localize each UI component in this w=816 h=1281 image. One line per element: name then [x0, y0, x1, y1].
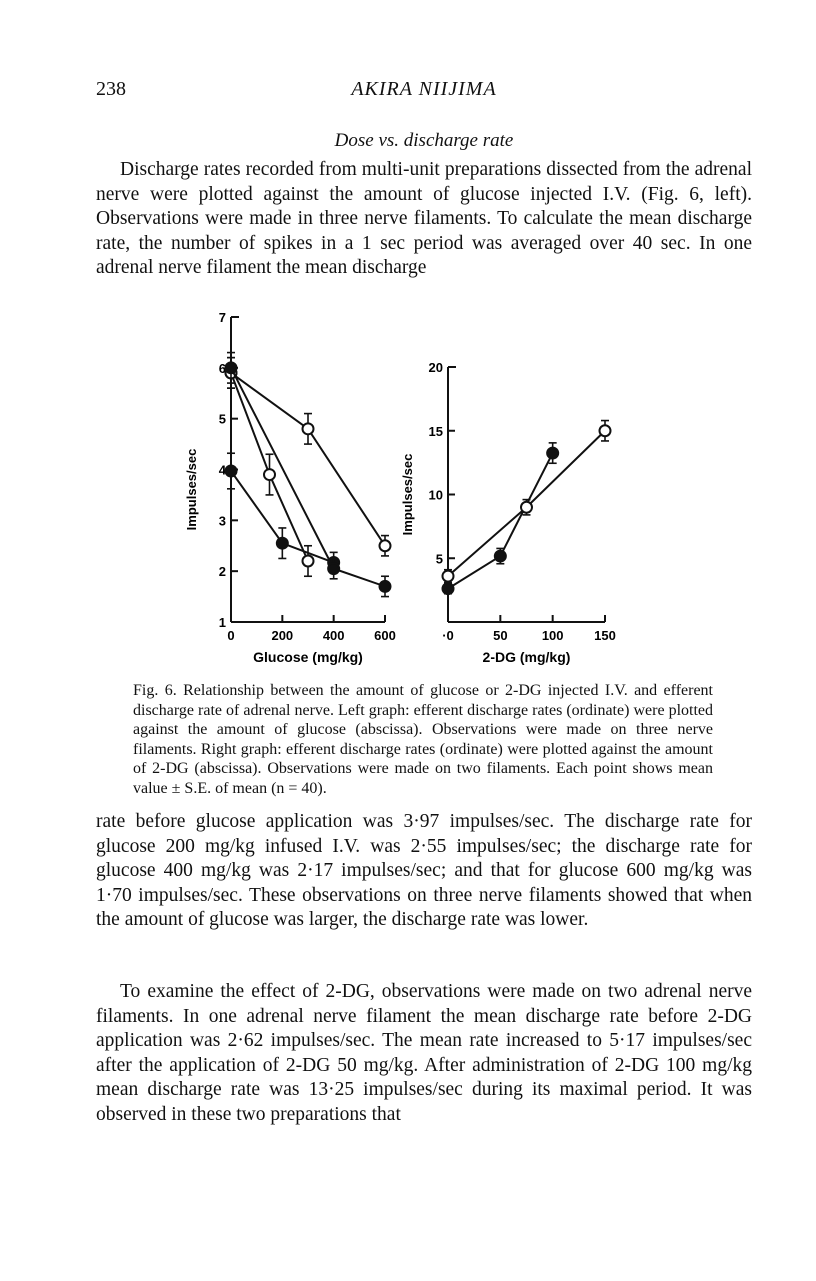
x-axis-label: 2-DG (mg/kg)	[482, 649, 571, 665]
data-point	[443, 583, 454, 594]
y-tick-label: 20	[428, 360, 443, 375]
y-axis-label: Impulses/sec	[184, 448, 199, 531]
data-point	[521, 502, 532, 513]
x-tick-label: ·0	[442, 628, 454, 643]
data-point	[226, 466, 237, 477]
data-point	[264, 469, 275, 480]
data-point	[443, 571, 454, 582]
chart-panel-1	[184, 310, 396, 665]
y-tick-label: 1	[218, 615, 226, 630]
figure-caption: Fig. 6. Relationship between the amount of glucose or 2-DG injected I.V. and efferent discharge rate of adrenal nerve. Left graph: efferent discharge rates (ordinate) were plotted against the amount of glucose (abscissa). Observations were made on three nerve filaments. Right graph: efferent discharge rates (ordinate) were plotted against the amount of 2-DG (abscissa). Observations were made on two filaments. Each point shows mean value ± S.E. of mean (n = 40).	[133, 682, 713, 797]
paragraph-1: Discharge rates recorded from multi-unit preparations dissected from the adrenal nerve were plotted against the amount of glucose injected I.V. (Fig. 6, left). Observations were made in three nerve filaments. To calculate the mean discharge rate, the number of spikes in a 1 sec period was averaged over 40 sec. In one adrenal nerve filament the mean discharge	[96, 159, 752, 279]
y-tick-label: 4	[218, 462, 226, 478]
figure-6	[180, 300, 640, 670]
paragraph-2: rate before glucose application was 3·97 impulses/sec. The discharge rate for glucose 200 mg/kg infused I.V. was 2·55 impulses/sec; the discharge rate for glucose 400 mg/kg was 2·17 impulses/sec; and that for glucose 600 mg/kg was 1·70 impulses/sec. These observations on three nerve filaments showed that when the amount of glucose was larger, the discharge rate was lower.	[96, 811, 752, 931]
series-line	[448, 453, 553, 589]
data-point	[547, 448, 558, 459]
data-point	[277, 538, 288, 549]
chart-panel-2	[400, 360, 616, 665]
x-axis-label: Glucose (mg/kg)	[253, 649, 363, 665]
data-point	[380, 581, 391, 592]
x-tick-label: 150	[594, 628, 616, 643]
y-axis-label: Impulses/sec	[400, 453, 415, 536]
page-header	[96, 78, 752, 104]
y-tick-label: 6	[218, 360, 226, 376]
data-point	[328, 563, 339, 574]
x-tick-label: 0	[227, 628, 235, 643]
data-point	[600, 425, 611, 436]
paragraph-3: To examine the effect of 2-DG, observations were made on two adrenal nerve filaments. In one adrenal nerve filament the mean discharge rate before 2-DG application was 2·62 impulses/sec. The mean rate increased to 5·17 impulses/sec after the application of 2-DG 50 mg/kg. After administration of 2-DG 100 mg/kg mean discharge rate was 13·25 impulses/sec during its maximal period. It was observed in these two preparations that	[96, 981, 752, 1125]
data-point	[380, 540, 391, 551]
x-tick-label: 100	[541, 628, 564, 643]
data-point	[303, 423, 314, 434]
y-tick-label: 5	[435, 551, 443, 567]
data-point	[226, 362, 237, 373]
y-tick-label: 2	[218, 564, 226, 580]
figure-svg	[180, 300, 640, 670]
y-tick-label: 15	[428, 423, 443, 439]
section-title: Dose vs. discharge rate	[334, 130, 514, 151]
running-head: AKIRA NIIJIMA	[351, 78, 497, 100]
x-tick-label: 50	[493, 628, 508, 643]
data-point	[495, 551, 506, 562]
y-tick-label: 10	[428, 487, 443, 503]
y-tick-label: 5	[218, 411, 226, 427]
data-point	[303, 556, 314, 567]
page-number: 238	[96, 78, 126, 100]
y-tick-label: 3	[218, 513, 226, 529]
x-tick-label: 400	[322, 628, 345, 643]
x-tick-label: 600	[374, 628, 396, 643]
x-tick-label: 200	[271, 628, 294, 643]
y-tick-label: 7	[218, 310, 226, 325]
